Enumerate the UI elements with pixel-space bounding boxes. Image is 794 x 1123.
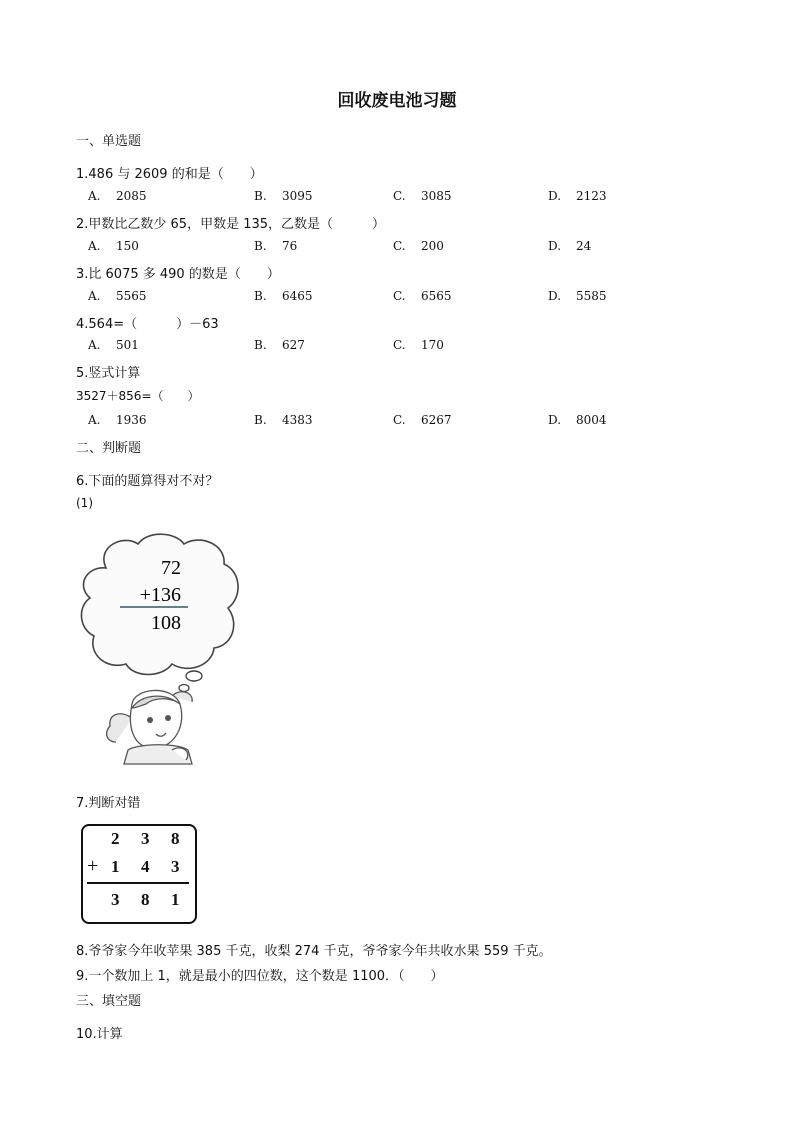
question-5: 5.竖式计算 [76, 366, 141, 381]
q3-option-c[interactable]: C. 6565 [393, 289, 452, 303]
sum-line [87, 882, 189, 884]
q3-option-a[interactable]: A. 5565 [88, 289, 147, 303]
q5-option-b[interactable]: B. 4383 [254, 413, 313, 427]
question-3: 3.比 6075 多 490 的数是（ ） [76, 267, 280, 282]
plus-sign: + [87, 855, 99, 877]
q1-option-b[interactable]: B. 3095 [254, 189, 313, 203]
section-heading-single-choice: 一、单选题 [76, 134, 142, 149]
sum-digit-1: 3 [111, 890, 120, 909]
vertical-addition-box [81, 824, 197, 924]
q4-option-b[interactable]: B. 627 [254, 338, 305, 352]
bubble-line-1: 72 [161, 557, 181, 579]
girl-figure [107, 690, 193, 764]
addend-2-digit-3: 3 [171, 857, 180, 876]
question-4: 4.564=（ ）－63 [76, 317, 219, 332]
question-8: 8.爷爷家今年收苹果 385 千克，收梨 274 千克，爷爷家今年共收水果 559 千克。 [76, 944, 552, 959]
q2-option-c[interactable]: C. 200 [393, 239, 444, 253]
addend-1-digit-3: 8 [171, 829, 180, 848]
q1-option-a[interactable]: A. 2085 [88, 189, 147, 203]
q1-option-c[interactable]: C. 3085 [393, 189, 452, 203]
q2-option-d[interactable]: D. 24 [548, 239, 592, 253]
question-1: 1.486 与 2609 的和是（ ） [76, 167, 263, 182]
q5-option-c[interactable]: C. 6267 [393, 413, 452, 427]
q1-option-d[interactable]: D. 2123 [548, 189, 607, 203]
q3-option-b[interactable]: B. 6465 [254, 289, 313, 303]
bubble-line-3: 108 [151, 612, 181, 634]
question-5-expression: 3527＋856=（ ） [76, 389, 200, 403]
section-heading-true-false: 二、判断题 [76, 441, 142, 456]
q3-option-d[interactable]: D. 5585 [548, 289, 607, 303]
question-9: 9.一个数加上 1，就是最小的四位数，这个数是 1100．（ ） [76, 969, 444, 984]
addend-1-digit-1: 2 [111, 829, 120, 848]
sum-digit-2: 8 [141, 890, 150, 909]
q5-option-d[interactable]: D. 8004 [548, 413, 607, 427]
thought-bubble-tiny [179, 685, 189, 692]
thought-bubble-small [186, 671, 202, 681]
q4-option-a[interactable]: A. 501 [88, 338, 139, 352]
question-6-subpart: (1) [76, 496, 93, 510]
addend-2-digit-2: 4 [141, 857, 150, 876]
page-title: 回收废电池习题 [337, 91, 457, 111]
bubble-line-2: +136 [139, 584, 181, 606]
q5-option-a[interactable]: A. 1936 [88, 413, 147, 427]
question-2: 2.甲数比乙数少 65，甲数是 135，乙数是（ ） [76, 217, 386, 232]
sum-digit-3: 1 [171, 890, 180, 909]
thinking-girl-illustration [76, 528, 246, 768]
addend-1-digit-2: 3 [141, 829, 150, 848]
q2-option-b[interactable]: B. 76 [254, 239, 298, 253]
question-6: 6.下面的题算得对不对？ [76, 474, 219, 489]
section-heading-fill-in: 三、填空题 [76, 994, 142, 1009]
q2-option-a[interactable]: A. 150 [88, 239, 139, 253]
question-7: 7.判断对错 [76, 796, 141, 811]
question-10: 10.计算 [76, 1027, 123, 1042]
addend-2-digit-1: 1 [111, 857, 120, 876]
q4-option-c[interactable]: C. 170 [393, 338, 444, 352]
